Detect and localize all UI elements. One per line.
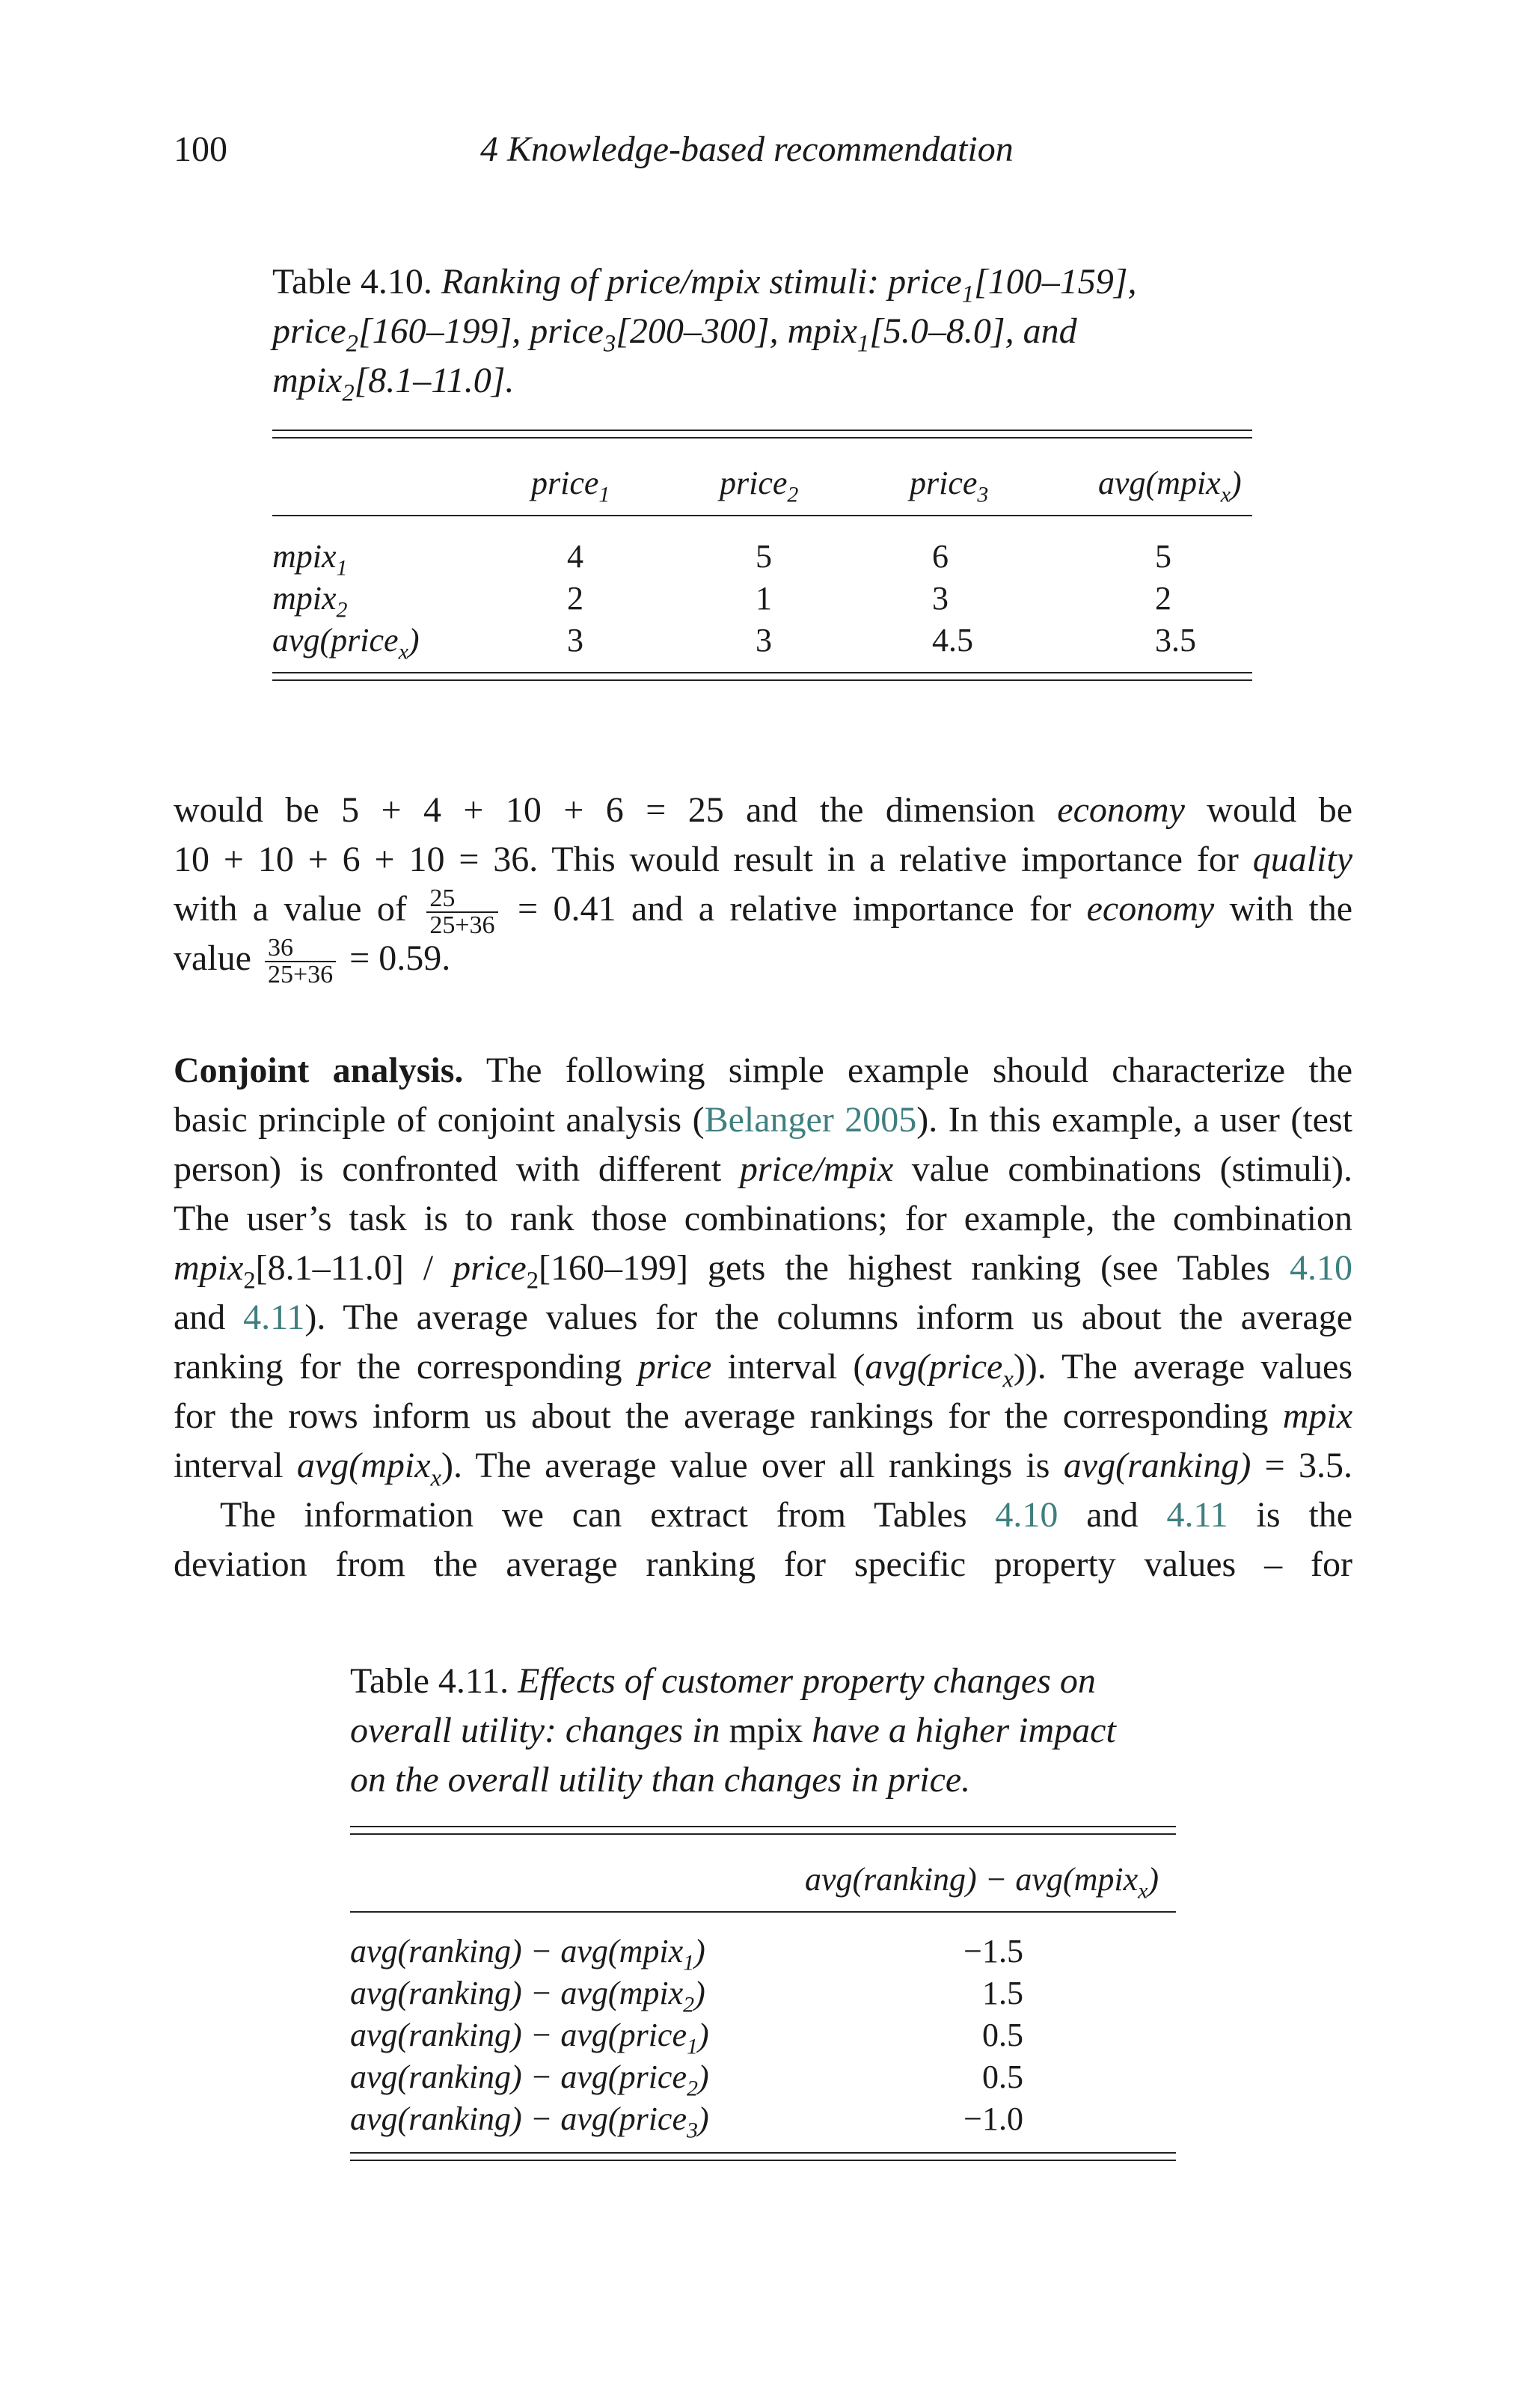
table-top-rule [350,1833,1176,1835]
table-cell: 6 [932,538,949,575]
table-cell: 2 [1155,580,1171,617]
table-cell: −1.0 [963,2100,1023,2137]
table-top-rule [350,1826,1176,1827]
chapter-title: 4 Knowledge-based recommendation [480,129,1014,169]
table-4-10-caption [272,257,1260,406]
table-cell: 3 [932,580,949,617]
fraction: $\frac{25}{25+36}$ [426,886,497,938]
text-line: basic principle of conjoint analysis (Belanger 2005). In this example, a user (test [174,1100,1352,1140]
table-label: Table 4.11. [350,1661,509,1701]
table-bottom-rule [272,672,1252,673]
caption-text: [8.1–11.0]. [354,361,515,400]
text-line: The user’s task is to rank those combinations; for example, the combination [174,1199,1352,1238]
table-cell: −1.5 [963,1933,1023,1970]
row-label-avg-price: avg(price$_x$) [272,622,420,664]
table-bottom-rule [350,2152,1176,2154]
paragraph [174,1491,1352,1589]
text-line: mpix$_2$[8.1–11.0] / price$_2$[160–199] gets the highest ranking (see Tables 4.10 [174,1248,1353,1295]
table-cell: 0.5 [982,2017,1023,2053]
caption-text: [5.0–8.0], and [869,311,1077,351]
subscript: 1 [961,281,975,308]
table-cell: 1.5 [982,1975,1023,2011]
text-line: with a value of $\frac{25}{25+36}$ = 0.41 and a relative importance for economy with the [174,884,1353,939]
table-top-rule [272,437,1252,438]
column-header-avg-ranking-minus-avg-mpix: avg(ranking) − avg(mpix$_x$) [805,1861,1159,1904]
row-label: avg(ranking) − avg(mpix$_1$) [350,1933,705,1975]
table-cell: 3 [567,622,583,658]
running-head [174,129,1352,174]
page-number: 100 [174,129,227,169]
caption-text: price [272,311,346,351]
caption-text: [160–199], price [358,311,604,351]
paragraph-conjoint-analysis [174,1046,1352,1491]
text-line: The information we can extract from Tables 4.10 and 4.11 is the [220,1495,1353,1535]
fraction: $\frac{36}{25+36}$ [265,935,336,988]
row-label: avg(ranking) − avg(price$_3$) [350,2100,709,2143]
text-line: ranking for the corresponding price interval (avg(price$_x$)). The average values [174,1347,1353,1393]
table-ref-link[interactable]: 4.10 [995,1495,1058,1535]
caption-line [350,1755,1180,1805]
text-line: value $\frac{36}{25+36}$ = 0.59. [174,933,451,988]
caption-line [272,257,1260,307]
caption-text: mpix [729,1711,803,1750]
table-ref-link[interactable]: 4.11 [243,1298,305,1337]
text-line: 10 + 10 + 6 + 10 = 36. This would result in a relative importance for quality [174,840,1352,879]
subscript: 3 [603,330,616,358]
row-label: avg(ranking) − avg(price$_2$) [350,2059,709,2101]
text-line: interval avg(mpix$_x$). The average value over all rankings is avg(ranking) = 3.5. [174,1446,1353,1492]
citation-link[interactable]: Belanger 2005 [704,1100,917,1140]
row-label-mpix-2: mpix$_2$ [272,580,348,623]
table-cell: 5 [1155,538,1171,575]
caption-line [272,356,1260,406]
table-top-rule [272,430,1252,431]
text-line: and 4.11). The average values for the columns inform us about the average [174,1298,1353,1337]
column-header-avg-mpix: avg(mpix$_x$) [1098,465,1242,507]
row-label: avg(ranking) − avg(mpix$_2$) [350,1975,705,2017]
table-cell: 0.5 [982,2059,1023,2095]
caption-text: Effects of customer property changes on [518,1661,1096,1701]
caption-text: have a higher impact [812,1711,1116,1750]
column-header-price-1: price$_1$ [531,465,610,507]
table-bottom-rule [350,2160,1176,2161]
column-header-price-3: price$_3$ [910,465,989,507]
section-heading: Conjoint analysis. [174,1051,464,1090]
table-bottom-rule [272,679,1252,681]
caption-text: on the overall utility than changes in price. [350,1760,971,1800]
table-cell: 1 [756,580,772,617]
text-line: for the rows inform us about the average rankings for the corresponding mpix [174,1396,1353,1436]
text-line: person) is confronted with different price/mpix value combinations (stimuli). [174,1149,1352,1189]
paragraph [174,786,1353,988]
table-cell: 3 [756,622,772,658]
text-line: deviation from the average ranking for specific property values – for [174,1544,1352,1584]
table-header-rule [272,515,1252,516]
table-cell: 4 [567,538,583,575]
column-header-price-2: price$_2$ [720,465,799,507]
subscript: 2 [346,330,358,358]
table-ref-link[interactable]: 4.11 [1166,1495,1228,1535]
table-4-11-caption [350,1657,1180,1805]
table-label: Table 4.10. [272,262,432,302]
caption-line [350,1657,1180,1706]
table-cell: 5 [756,538,772,575]
row-label: avg(ranking) − avg(price$_1$) [350,2017,709,2059]
caption-text: [100–159], [974,262,1137,302]
caption-text: mpix [272,361,343,400]
caption-line [350,1706,1180,1755]
subscript: 2 [342,379,355,407]
row-label-mpix-1: mpix$_1$ [272,538,348,581]
table-header-rule [350,1911,1176,1913]
table-cell: 2 [567,580,583,617]
caption-text: [200–300], mpix [616,311,857,351]
caption-line [272,307,1260,356]
table-ref-link[interactable]: 4.10 [1290,1248,1353,1288]
caption-text: Ranking of price/mpix stimuli: price [441,262,962,302]
subscript: 1 [857,330,870,358]
text-line: Conjoint analysis. The following simple example should characterize the [174,1051,1352,1090]
text-line: would be 5 + 4 + 10 + 6 = 25 and the dimension economy would be [174,790,1353,830]
table-cell: 3.5 [1155,622,1196,658]
table-cell: 4.5 [932,622,973,658]
caption-text: overall utility: changes in [350,1711,720,1750]
